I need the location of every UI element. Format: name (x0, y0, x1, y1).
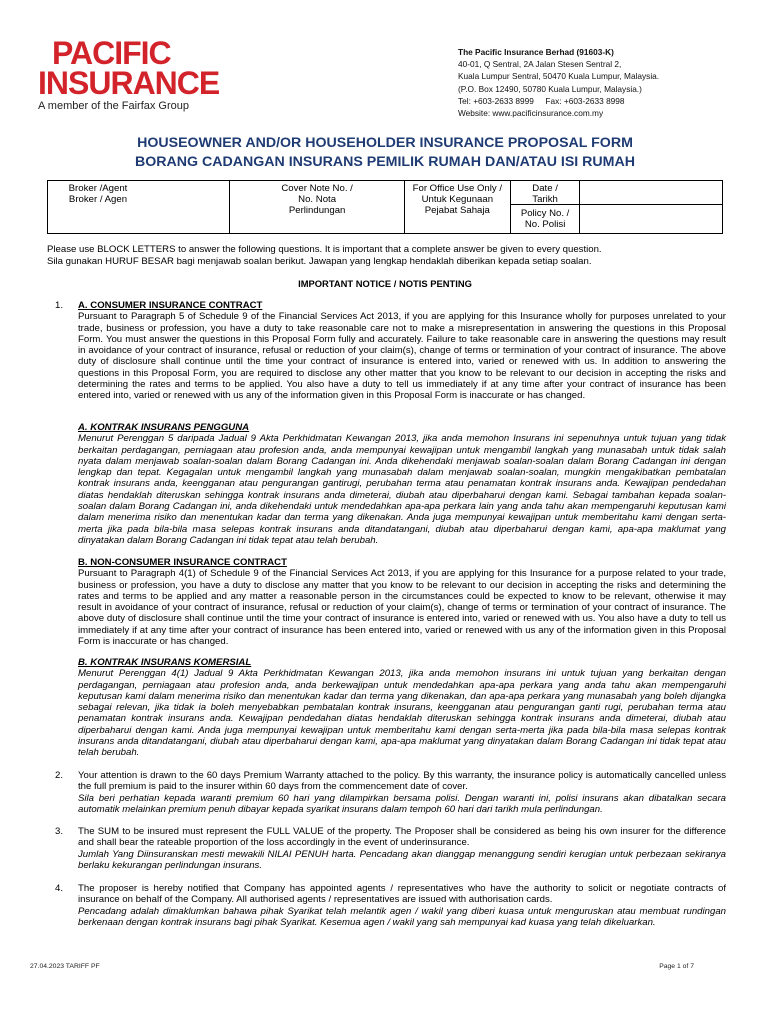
phone-fax: Tel: +603-2633 8999 Fax: +603-2633 8998 (458, 95, 625, 106)
item-1-b-en (78, 557, 726, 647)
sum-insured-en: The SUM to be insured must represent the FULL VALUE of the property. The Proposer shall be considered as being his own insurer for the difference and shall bear the rateable proportion of the loss accordingly in the event of underinsurance. (78, 826, 726, 849)
kontrak-komersial-heading: B. KONTRAK INSURANS KOMERSIAL (78, 657, 252, 668)
item-1-a-ms (78, 422, 726, 546)
non-consumer-contract-text: Pursuant to Paragraph 4(1) of Schedule 9 of the Financial Services Act 2013, if you are applying for this Insurance for a purpose related to your trade, business or profession, you have a duty to disclose any matter that you know to be relevant to our decision in accepting the risks and determining the rates and terms to be applied and any matter a reasonable person in the circumstances could be expected to know to be relevant, otherwise it may result in avoidance of your contract of insurance, refusal or reduction of your claim(s), change of terms or termination of your contract of insurance. The above duty of disclosure shall continue until the time your contract of insurance is entered into, varied or renewed with us. You also have a duty to tell us immediately if at any time after your contract of insurance has been entered into, varied or renewed with us any of the information given in this Proposal Form is inaccurate or has changed. (78, 568, 726, 648)
item-number-3: 3. (55, 826, 64, 837)
logo-line-2: INSURANCE (38, 65, 220, 101)
header-table (47, 180, 723, 234)
address-line-3: (P.O. Box 12490, 50780 Kuala Lumpur, Malaysia.) (458, 83, 642, 94)
footer-page-number: Page 1 of 7 (659, 963, 694, 970)
company-address-block (458, 46, 659, 119)
agents-notice-ms: Pencadang adalah dimaklumkan bahawa pihak Syarikat telah melantik agen / wakil yang diberi kuasa untuk menguruskan atau membuat rundingan berkenaan dengan kontrak insurans bagi pihak Syarikat. Kesemua agen / wakil yang sah mempunyai kad kuasa yang telah dikeluarkan. (78, 905, 726, 928)
agents-notice-en: The proposer is hereby notified that Company has appointed agents / representatives who have the authority to solicit or negotiate contracts of insurance on behalf of the Company. All authorised agents / representatives are issued with authorisation cards. (78, 883, 726, 906)
kontrak-komersial-text: Menurut Perenggan 4(1) Jadual 9 Akta Perkhidmatan Kewangan 2013, jika anda memohon insurans ini untuk tujuan yang berkaitan dengan perdagangan, perniagaan atau profesion anda, anda berkewajipan untuk mendedahkan apa-apa perkara yang anda tahu akan mempengaruhi keputusan kami dalam menerima risiko dan menentukan kadar dan terma yang dikenakan, dan apa-apa perkara yang munasabah yang boleh dijangka sebagai relevan, jika tidak ia boleh menyebabkan pembatalan kontrak insurans, keengganan atau pengurangan ganti rugi, perubahan terma atau penamatan kontrak insurans anda. Kewajipan pendedahan diatas hendaklah diteruskan sehingga kontrak insurans anda dimeterai, diubah atau diperbaharui dengan kami. Anda juga mempunyai kewajipan untuk memberitahu kami dengan serta-merta jika pada bila-bila masa selepas kontrak insurans anda ditandatangani, diubah atau diperbaharui dengan kami, apa-apa maklumat yang dinyatakan dalam Borang Cadangan ini tidak tepat atau telah berubah. (78, 668, 726, 759)
cover-note-label: Cover Note No. / No. Nota Perlindungan (281, 183, 353, 216)
item-3 (78, 826, 726, 871)
non-consumer-contract-heading: B. NON-CONSUMER INSURANCE CONTRACT (78, 557, 287, 568)
broker-label: Broker /Agent Broker / Agen (68, 183, 128, 205)
website: Website: www.pacificinsurance.com.my (458, 108, 604, 119)
item-1-a-en (78, 300, 726, 402)
policy-text: Policy No. / No. Polisi (520, 208, 570, 230)
date-policy-value-cell[interactable] (580, 181, 723, 234)
date-label (511, 181, 579, 205)
item-1-b-ms (78, 657, 726, 759)
company-logo (38, 35, 220, 112)
premium-warranty-en: Your attention is drawn to the 60 days Premium Warranty attached to the policy. By this warranty, the insurance policy is automatically cancelled unless the full premium is paid to the insurer within 60 days from the commencement date of cover. (78, 770, 726, 793)
form-title-ms: BORANG CADANGAN INSURANS PEMILIK RUMAH DAN/ATAU ISI RUMAH (135, 154, 635, 170)
consumer-contract-heading: A. CONSUMER INSURANCE CONTRACT (78, 300, 263, 311)
date-value-field[interactable] (580, 181, 722, 205)
form-title-en: HOUSEOWNER AND/OR HOUSEHOLDER INSURANCE PROPOSAL FORM (137, 135, 633, 151)
item-number-1: 1. (55, 300, 64, 311)
item-2 (78, 770, 726, 815)
address-line-1: 40-01, Q Sentral, 2A Jalan Stesen Sentral 2, (458, 59, 622, 70)
address-line-2: Kuala Lumpur Sentral, 50470 Kuala Lumpur, Malaysia. (458, 71, 660, 82)
office-use-cell (404, 181, 510, 234)
office-use-label: For Office Use Only / Untuk Kegunaan Pejabat Sahaja (412, 183, 503, 216)
policy-label (511, 205, 579, 230)
cover-note-cell[interactable] (230, 181, 404, 234)
premium-warranty-ms: Sila beri perhatian kepada waranti premium 60 hari yang dilampirkan bersama polisi. Dengan waranti ini, polisi insurans akan dibatalkan secara automatik melainkan premium penuh dibayar kepada syarikat insurans dalam tempoh 60 hari dari tarikh mula perlindungan. (78, 792, 726, 815)
instructions-ms: Sila gunakan HURUF BESAR bagi menjawab soalan berikut. Jawapan yang lengkap hendaklah diberikan kepada setiap soalan. (47, 256, 592, 267)
important-notice-heading: IMPORTANT NOTICE / NOTIS PENTING (298, 278, 472, 289)
item-4 (78, 883, 726, 928)
consumer-contract-text: Pursuant to Paragraph 5 of Schedule 9 of the Financial Services Act 2013, if you are applying for this Insurance wholly for purposes unrelated to your trade, business or profession, you have a duty to take reasonable care not to make a misrepresentation in answering the questions in this Proposal Form. You must answer the questions in this Proposal Form fully and accurately. Failure to take reasonable care in answering the questions may result in avoidance of your contract of insurance, refusal or reduction of your claim(s), change of terms or termination of your contract of insurance. The above duty of disclosure shall continue until the time your contract of insurance is entered into, varied or renewed with us. In addition to answering the questions in this Proposal Form, you are required to disclose any other matter that you know to be relevant to our decision in accepting the risks and determining the rates and terms to be applied. You also have a duty to tell us immediately if at any time after your contract of insurance has been entered into, varied or renewed with us any of the information given in this Proposal Form is inaccurate or has changed. (78, 311, 726, 402)
broker-cell[interactable] (48, 181, 230, 234)
logo-line-1: PACIFIC (52, 35, 171, 71)
company-name: The Pacific Insurance Berhad (91603-K) (458, 47, 614, 57)
item-number-2: 2. (55, 770, 64, 781)
kontrak-pengguna-heading: A. KONTRAK INSURANS PENGGUNA (78, 422, 250, 433)
logo-tagline: A member of the Fairfax Group (38, 100, 190, 112)
sum-insured-ms: Jumlah Yang Diinsuranskan mesti mewakili NILAI PENUH harta. Pencadang akan dianggap menanggung sendiri kerugian untuk perbezaan sekiranya berlaku kekurangan perlindungan insurans. (78, 848, 726, 871)
date-text: Date / Tarikh (532, 183, 558, 205)
kontrak-pengguna-text: Menurut Perenggan 5 daripada Jadual 9 Akta Perkhidmatan Kewangan 2013, jika anda memohon Insurans ini sepenuhnya untuk tujuan yang tidak berkaitan perdagangan, perniagaan atau profesion anda, anda mempunyai kewajipan untuk mengambil langkah yang munasabah untuk tidak salah nyata dalam menjawab soalan-soalan dalam Borang Cadangan ini. Anda dikehendaki menjawab soalan-soalan dalam Borang Cadangan ini dengan lengkap dan tepat. Kegagalan untuk mengambil langkah yang munasabah dalam menjawab soalan-soalan, mungkin mengakibatkan pembatalan kontrak insurans anda, keengganan atau pengurangan gantirugi, perubahan terma atau penamatan kontrak insurans anda. Kewajipan pendedahan diatas hendaklah diteruskan sehingga kontrak insurans anda dimeterai, diubah atau diperbaharui dengan kami. Sebagai tambahan kepada soalan-soalan dalam Borang Cadangan ini, anda dikehendaki untuk mendedahkan apa-apa perkara lain yang anda tahu akan mempengaruhi keputusan kami dalam menerima risiko dan menentukan kadar dan terma yang dikenakan. Anda juga mempunyai kewajipan untuk memberitahu kami dengan serta-merta jika pada bila-bila masa selepas kontrak insurans anda ditandatangani, diubah atau diperbaharui dengan kami, apa-apa maklumat yang dinyatakan dalam Borang Cadangan ini tidak tepat atau telah berubah. (78, 433, 726, 546)
footer-revision: 27.04.2023 TARIFF PF (30, 963, 100, 970)
instructions (47, 244, 602, 268)
date-policy-cell (510, 181, 579, 234)
instructions-en: Please use BLOCK LETTERS to answer the following questions. It is important that a complete answer be given to every question. (47, 244, 602, 255)
item-number-4: 4. (55, 883, 64, 894)
